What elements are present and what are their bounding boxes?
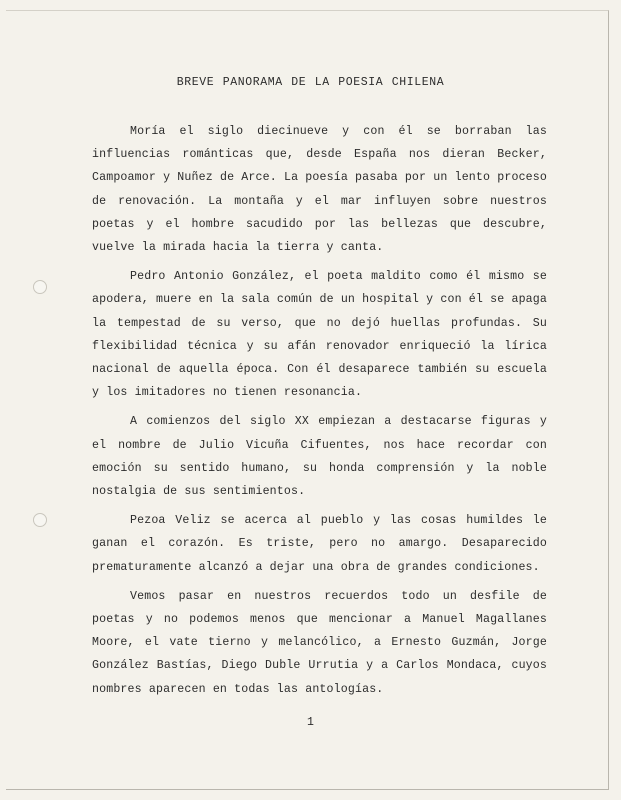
- punch-hole-top: [33, 280, 47, 294]
- document-body: [92, 120, 547, 707]
- paragraph-5: Vemos pasar en nuestros recuerdos todo un desfile de poetas y no podemos menos que mencionar a Manuel Magallanes Moore, el vate tierno y melancólico, a Ernesto Guzmán, Jorge González Bastías, Diego Duble Urrutia y a Carlos Mondaca, cuyos nombres aparecen en todas las antologías.: [92, 589, 547, 696]
- paragraph-4: Pezoa Veliz se acerca al pueblo y las cosas humildes le ganan el corazón. Es triste, pero no amargo. Desaparecido prematuramente alcanzó a dejar una obra de grandes condiciones.: [92, 514, 547, 574]
- paragraph-3: A comienzos del siglo XX empiezan a destacarse figuras y el nombre de Julio Vicuña Cifuentes, nos hace recordar con emoción su sentido humano, su honda comprensión y la noble nostalgia de sus sentimientos.: [92, 415, 547, 499]
- paragraph-1: Moría el siglo diecinueve y con él se borraban las influencias románticas que, desde España nos dieran Becker, Campoamor y Nuñez de Arce. La poesía pasaba por un lento proceso de renovación. La montaña y el mar influyen sobre nuestros poetas y el hombre sacudido por las bellezas que descubre, vuelve la mirada hacia la tierra y canta.: [92, 125, 547, 255]
- punch-hole-bottom: [33, 513, 47, 527]
- page-number: 1: [307, 716, 314, 729]
- paragraph-2: Pedro Antonio González, el poeta maldito como él mismo se apodera, muere en la sala común de un hospital y con él se apaga la tempestad de su verso, que no dejó huellas profundas. Su flexibilidad técnica y su afán renovador enriqueció la lírica nacional de aquella época. Con él desaparece también su escuela y los imitadores no tienen resonancia.: [92, 270, 547, 400]
- document-title: BREVE PANORAMA DE LA POESIA CHILENA: [176, 76, 445, 89]
